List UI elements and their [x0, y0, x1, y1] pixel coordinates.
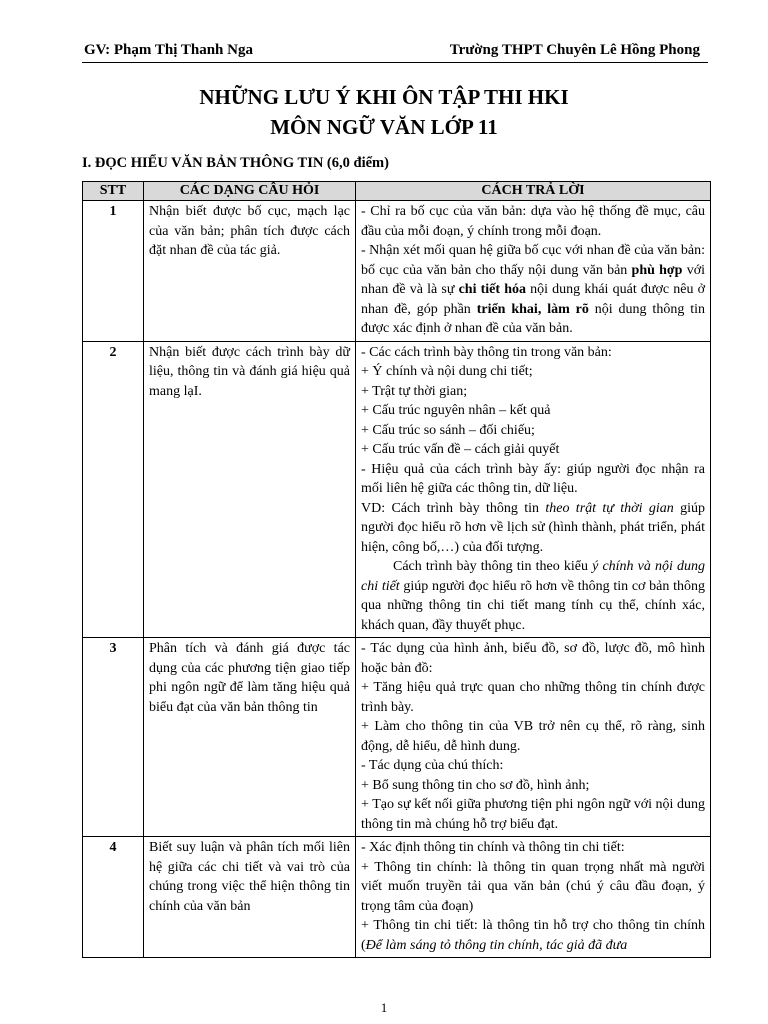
column-header-answer-method: CÁCH TRẢ LỜI: [356, 182, 711, 201]
italic-text: ý chính và nội dung chi tiết: [361, 559, 706, 594]
answer-line: + Tạo sự kết nối giữa phương tiện phi ngôn ngữ với nội dung thông tin mà chúng hỗ trợ biểu đạt.: [361, 797, 705, 832]
answer-line: + Cấu trúc vấn đề – cách giải quyết: [361, 442, 560, 457]
table-row: [83, 201, 711, 342]
emphasis-text: triển khai, làm rõ: [476, 301, 589, 317]
column-header-question-type: CÁC DẠNG CÂU HỎI: [144, 182, 356, 201]
table-row: [83, 638, 711, 837]
row-number: 4: [83, 837, 144, 958]
answer-line: + Bổ sung thông tin cho sơ đồ, hình ảnh;: [361, 777, 590, 793]
answer-line: - Các cách trình bày thông tin trong văn bản:: [361, 344, 612, 360]
italic-text: Để làm sáng tỏ thông tin chính, tác giả đã đưa: [365, 937, 628, 953]
question-type-cell: Biết suy luận và phân tích mối liên hệ giữa các chi tiết và vai trò của chúng trong việc thể hiện thông tin chính của văn bản: [144, 837, 356, 958]
row-number: 3: [83, 638, 144, 837]
answer-line: + Thông tin chi tiết: là thông tin hỗ trợ cho thông tin chính (Để làm sáng tỏ thông tin chính, tác giả đã đưa: [361, 918, 705, 953]
question-type-cell: Nhận biết được cách trình bày dữ liệu, thông tin và đánh giá hiệu quả mang lạI.: [144, 341, 356, 638]
table-row: [83, 837, 711, 958]
emphasis-text: phù hợp: [631, 262, 683, 278]
answer-cell: [356, 837, 711, 958]
school-name: Trường THPT Chuyên Lê Hồng Phong: [449, 42, 700, 58]
answer-line: - Tác dụng của hình ảnh, biểu đồ, sơ đồ, lược đồ, mô hình hoặc bản đồ:: [361, 641, 705, 676]
answer-line: + Trật tự thời gian;: [361, 383, 468, 399]
document-subtitle: MÔN NGỮ VĂN LỚP 11: [270, 115, 498, 139]
answer-line: + Cấu trúc nguyên nhân – kết quả: [361, 403, 551, 418]
row-number: 2: [83, 341, 144, 638]
row-number: 1: [83, 201, 144, 342]
answer-cell: [356, 341, 711, 638]
page-number: 1: [380, 1000, 388, 1015]
answer-line: + Tăng hiệu quả trực quan cho những thông tin chính được trình bày.: [361, 680, 705, 715]
answer-line: + Cấu trúc so sánh – đối chiếu;: [361, 422, 535, 438]
answer-line: - Xác định thông tin chính và thông tin chi tiết:: [361, 840, 625, 855]
page-header: [82, 40, 708, 63]
answer-line: VD: Cách trình bày thông tin theo trật tự thời gian giúp người đọc hiểu rõ hơn về lịch sử (hình thành, phát triển, phát hiện, công bố,…) của đối tượng.: [361, 500, 706, 555]
question-type-cell: Phân tích và đánh giá được tác dụng của các phương tiện giao tiếp phi ngôn ngữ để làm tăng hiệu quả biểu đạt của văn bản thông tin: [144, 638, 356, 837]
answer-cell: [356, 201, 711, 342]
table-header-row: [83, 182, 711, 201]
section-heading: I. ĐỌC HIỂU VĂN BẢN THÔNG TIN (6,0 điểm): [82, 155, 389, 171]
answer-line: + Thông tin chính: là thông tin quan trọng nhất mà người viết muốn truyền tải qua văn bản (chú ý câu đầu đoạn, ý trọng tâm của đoạn): [361, 859, 705, 914]
document-title: NHỮNG LƯU Ý KHI ÔN TẬP THI HKI: [199, 85, 569, 109]
answer-line: - Hiệu quả của cách trình bày ấy: giúp người đọc nhận ra mối liên hệ giữa các thông tin, dữ liệu.: [361, 461, 705, 496]
answer-cell: [356, 638, 711, 837]
answer-line: - Nhận xét mối quan hệ giữa bố cục với nhan đề của văn bản: bố cục của văn bản cho thấy nội dung văn bản phù hợp với nhan đề và là sự chi tiết hóa nội dung khái quát được nêu ở nhan đề, góp phần triển khai, làm rõ nội dung thông tin được xác định ở nhan đề của văn bản.: [361, 243, 705, 336]
answer-line: + Ý chính và nội dung chi tiết;: [361, 364, 533, 379]
question-type-cell: Nhận biết được bố cục, mạch lạc của văn bản; phân tích được cách đặt nhan đề của tác giả.: [144, 201, 356, 342]
answer-line: - Chỉ ra bố cục của văn bản: dựa vào hệ thống đề mục, câu đầu của mỗi đoạn, ý chính trong mỗi đoạn.: [361, 204, 705, 239]
table-row: [83, 341, 711, 638]
teacher-name: GV: Phạm Thị Thanh Nga: [84, 42, 253, 58]
emphasis-text: chi tiết hóa: [458, 282, 526, 297]
answer-line: + Làm cho thông tin của VB trở nên cụ thể, rõ ràng, sinh động, dễ hiểu, dễ hình dung.: [361, 719, 705, 754]
answer-line: Cách trình bày thông tin theo kiểu ý chính và nội dung chi tiết giúp người đọc hiểu rõ hơn về thông tin cơ bản thông qua những thông tin chi tiết mang tính cụ thể, chính xác, khách quan, đầy thuyết phục.: [361, 559, 706, 633]
italic-text: theo trật tự thời gian: [545, 500, 674, 516]
answer-line: - Tác dụng của chú thích:: [361, 758, 504, 773]
column-header-stt: STT: [83, 182, 144, 201]
guidance-table: [82, 181, 711, 958]
